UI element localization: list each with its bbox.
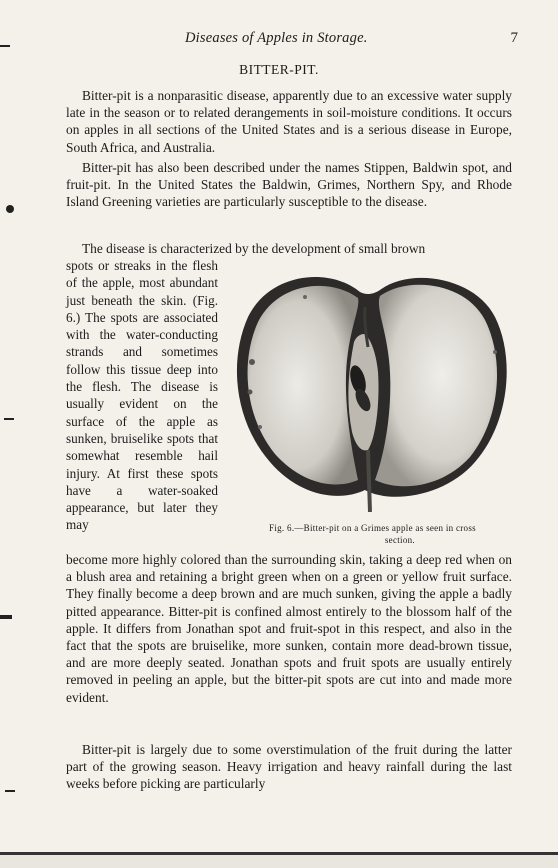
apple-cross-section-image: [230, 262, 520, 512]
binding-mark: [0, 615, 12, 619]
page-header: [60, 30, 518, 50]
binding-mark: [4, 418, 14, 420]
binding-mark: [6, 205, 14, 213]
paragraph-causes: Bitter-pit is largely due to some overstimulation of the fruit during the latter part of the growing season. Heavy irrigation and heavy rainfall during the last weeks before picking are particularly: [66, 742, 512, 792]
paragraph-characteristics-lead: The disease is characterized by the development of small brown: [82, 241, 426, 256]
section-title: BITTER-PIT.: [239, 62, 319, 77]
figure-caption: [230, 522, 515, 546]
page-bottom-band: [0, 855, 558, 868]
paragraph-names: Bitter-pit has also been described under the names Stippen, Baldwin spot, and fruit-pit. In the United States the Baldwin, Grimes, Northern Spy, and Rhode Island Greening varieties are particularly susceptible to the disease.: [66, 160, 512, 210]
paragraph-intro: Bitter-pit is a nonparasitic disease, apparently due to an excessive water supply late in the season or to related derangements in soil-moisture conditions. It occurs on apples in all sections of the United States and is a serious disease in Europe, South Africa, and Australia.: [66, 88, 512, 155]
page-number: 7: [510, 30, 518, 46]
binding-mark: [0, 45, 10, 47]
paragraph-characteristics-wrap: spots or streaks in the flesh of the apple, most abundant just beneath the skin. (Fig. 6.) The spots are associated with the water-conducting strands and sometimes follow this tissue deep into the flesh. The disease is usually evident on the surface of the apple as sunken, bruiselike spots that somewhat resemble hail injury. At first these spots have a water-soaked appearance, but later they may: [66, 258, 218, 533]
paragraph-characteristics-tail: become more highly colored than the surrounding skin, taking a deep red when on a blush area and retaining a bright green when on a green or yellow fruit surface. They finally become a deep brown and are much sunken, giving the apple a badly pitted appearance. Bitter-pit is confined almost entirely to the blossom half of the apple. It differs from Jonathan spot and fruit-spot in this respect, and also in the fact that the spots are bruiselike, more sunken, contain more dead-brown tissue, and are more deeply seated. Jonathan spots and fruit spots are usually entirely removed in peeling an apple, but the bitter-pit spots are cut into and made more evident.: [66, 552, 512, 705]
running-title: Diseases of Apples in Storage.: [185, 30, 368, 46]
figure-caption-line1: Fig. 6.—Bitter-pit on a Grimes apple as seen in cross: [269, 523, 476, 533]
apple-cross-section-figure: [230, 262, 520, 512]
figure-caption-line2: section.: [384, 535, 415, 545]
binding-mark: [5, 790, 15, 792]
